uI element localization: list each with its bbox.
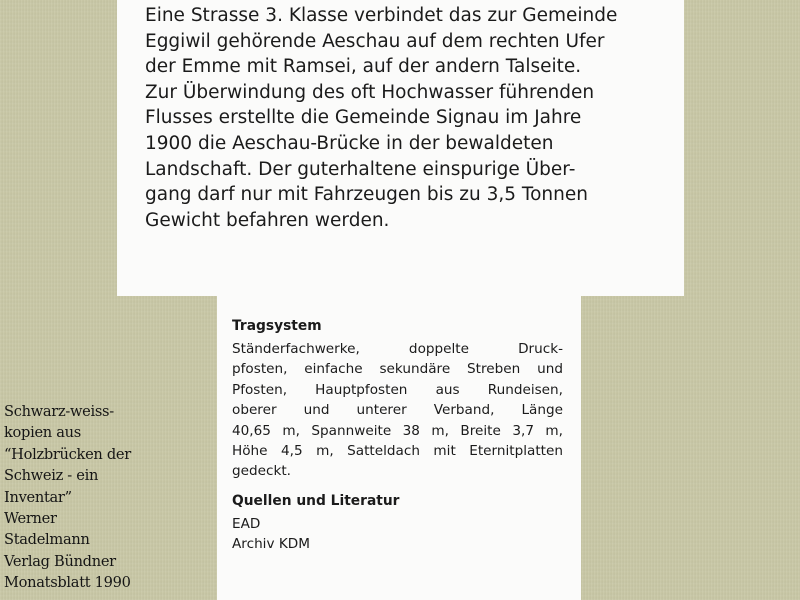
caption-line: “Holzbrücken der xyxy=(4,445,131,463)
caption-line: Monatsblatt 1990 xyxy=(4,574,131,592)
intro-line: der Emme mit Ramsei, auf der andern Talseite. xyxy=(145,56,582,78)
tragsystem-line: gedeckt. xyxy=(232,463,291,480)
caption-line: Schwarz-weiss- xyxy=(4,403,114,420)
quellen-heading: Quellen und Literatur xyxy=(232,492,400,509)
caption-line: Werner xyxy=(4,510,57,528)
intro-line: gang darf nur mit Fahrzeugen bis zu 3,5 Tonnen xyxy=(145,184,588,206)
intro-line: Gewicht befahren werden. xyxy=(145,209,390,231)
intro-line: Eggiwil gehörende Aeschau auf dem rechten Ufer xyxy=(145,30,605,52)
tragsystem-line: Pfosten, Hauptpfosten aus Rundeisen, xyxy=(232,381,563,398)
intro-line: Flusses erstellte die Gemeinde Signau im Jahre xyxy=(145,107,582,129)
source-caption xyxy=(4,401,154,594)
intro-line: Zur Überwindung des oft Hochwasser führenden xyxy=(145,81,595,103)
quellen-list xyxy=(232,514,563,555)
quellen-item: EAD xyxy=(232,515,261,532)
quellen-item: Archiv KDM xyxy=(232,536,310,553)
intro-text-scan xyxy=(117,0,684,296)
caption-line: Schweiz - ein xyxy=(4,467,99,485)
caption-line: Verlag Bündner xyxy=(4,552,116,570)
tragsystem-line: Höhe 4,5 m, Satteldach mit Eternitplatten xyxy=(232,443,563,460)
intro-line: Landschaft. Der guterhaltene einspurige Über- xyxy=(145,158,576,180)
caption-line: kopien aus xyxy=(4,424,81,442)
tragsystem-line: oberer und unterer Verband, Länge xyxy=(232,402,563,419)
intro-line: Eine Strasse 3. Klasse verbindet das zur Gemeinde xyxy=(145,5,618,26)
intro-line: 1900 die Aeschau-Brücke in der bewaldeten xyxy=(145,132,554,154)
tragsystem-line: pfosten, einfache sekundäre Streben und xyxy=(232,361,563,378)
caption-line: Inventar” xyxy=(4,488,72,506)
tragsystem-line: Ständerfachwerke, doppelte Druck- xyxy=(232,341,563,357)
details-scan xyxy=(217,296,581,600)
tragsystem-line: 40,65 m, Spannweite 38 m, Breite 3,7 m, xyxy=(232,422,563,439)
caption-line: Stadelmann xyxy=(4,531,90,549)
tragsystem-text xyxy=(232,339,563,482)
tragsystem-heading: Tragsystem xyxy=(232,318,322,334)
intro-paragraph xyxy=(145,3,664,233)
